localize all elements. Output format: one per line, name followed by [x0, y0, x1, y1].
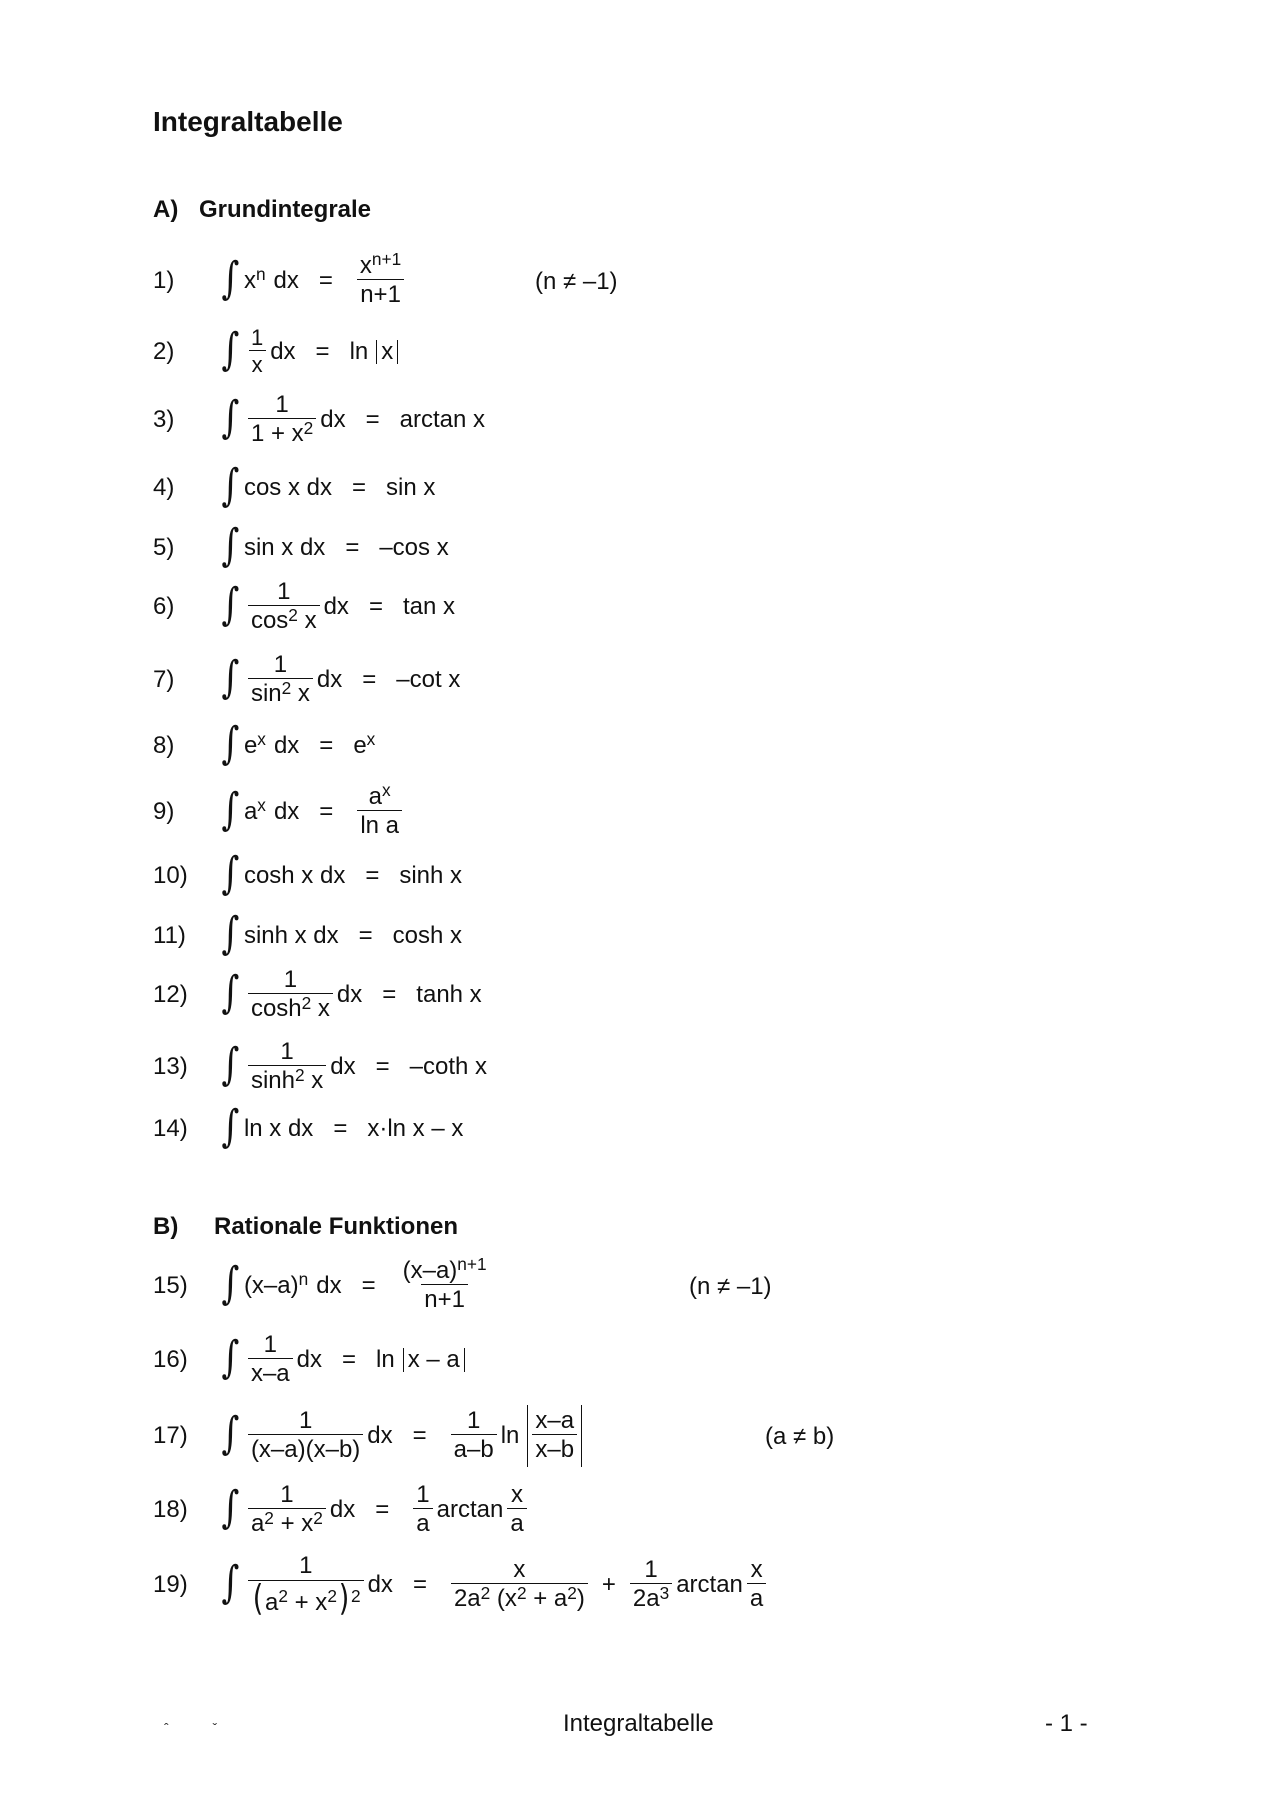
- equals-sign: =: [412, 1422, 427, 1449]
- integrand: cos x dx: [243, 474, 332, 501]
- abs-value: x: [376, 340, 398, 364]
- equals-sign: =: [361, 1272, 376, 1299]
- equals-sign: =: [365, 406, 380, 433]
- result-ln: ln: [349, 338, 369, 365]
- section-title: Grundintegrale: [199, 196, 372, 223]
- formula-10: [153, 846, 462, 906]
- formula-8: [153, 716, 375, 776]
- differential: dx: [316, 666, 343, 693]
- differential: dx: [273, 732, 300, 759]
- differential: dx: [330, 1053, 356, 1080]
- integrand-fraction: $\frac{1}{\sinh^2 x}$: [248, 1038, 326, 1097]
- formula-number: 17): [153, 1422, 188, 1449]
- result-arctan: arctan: [436, 1496, 504, 1523]
- formula-13: [153, 1037, 487, 1097]
- formula-17: [153, 1406, 582, 1466]
- result-factor: $\frac{1}{a}$: [413, 1481, 432, 1540]
- formula-number: 6): [153, 593, 175, 620]
- result-fraction: $\frac{x}{2a^2 (x^2 + a^2)}$: [451, 1556, 588, 1615]
- formula-number: 14): [153, 1115, 188, 1142]
- equals-sign: =: [351, 474, 366, 501]
- formula-number: 5): [153, 534, 175, 561]
- footer-marks: ˆ ˇ: [164, 1720, 238, 1736]
- integral-sign: ∫: [221, 324, 240, 375]
- formula-number: 13): [153, 1053, 188, 1080]
- result-argument: $\frac{x}{a}$: [747, 1556, 766, 1615]
- formula-number: 16): [153, 1346, 188, 1373]
- formula-number: 7): [153, 666, 175, 693]
- formula-19: [153, 1552, 770, 1619]
- abs-value: $\frac{x-a}{x-b}$: [527, 1405, 582, 1468]
- formula-2: [153, 322, 398, 382]
- integrand: sinh x dx: [243, 922, 339, 949]
- formula-5: [153, 518, 449, 578]
- result: –cos x: [379, 534, 449, 561]
- integrand: $(x-a)^n$: [243, 1269, 309, 1299]
- equals-sign: =: [333, 1115, 348, 1142]
- result-fraction: $\frac{x^{n+1}}{n+1}$: [357, 252, 404, 311]
- result-ln: ln: [376, 1346, 395, 1373]
- formula-number: 2): [153, 338, 175, 365]
- integrand: sin x dx: [243, 534, 326, 561]
- formula-4: [153, 458, 435, 518]
- integrand-fraction: $\frac{1}{(a^2 + x^2) ^2}$: [248, 1552, 364, 1618]
- condition: (n ≠ –1): [535, 268, 618, 295]
- result-factor: $\frac{1}{2a^3}$: [630, 1556, 672, 1615]
- formula-3: [153, 390, 485, 450]
- condition: (n ≠ –1): [689, 1273, 772, 1300]
- condition: (a ≠ b): [765, 1423, 835, 1450]
- result: tanh x: [416, 981, 482, 1008]
- integral-sign: ∫: [221, 718, 240, 769]
- section-heading-b: [153, 1213, 458, 1241]
- differential: dx: [367, 1422, 393, 1449]
- section-label: B): [153, 1213, 179, 1240]
- integral-sign: ∫: [221, 1408, 240, 1459]
- integral-sign: ∫: [221, 1101, 240, 1152]
- integral-sign: ∫: [221, 784, 240, 835]
- equals-sign: =: [375, 1053, 390, 1080]
- integral-sign: ∫: [221, 1557, 240, 1608]
- differential: dx: [316, 1272, 342, 1299]
- differential: dx: [296, 1346, 322, 1373]
- equals-sign: =: [318, 267, 333, 294]
- integral-sign: ∫: [221, 1332, 240, 1383]
- page-number: - 1 -: [1045, 1710, 1088, 1737]
- formula-11: [153, 906, 462, 966]
- result: arctan x: [399, 406, 485, 433]
- differential: dx: [329, 1496, 356, 1523]
- result-arctan: arctan: [676, 1571, 743, 1598]
- equals-sign: =: [365, 862, 380, 889]
- integrand: $a^x$: [243, 795, 266, 825]
- differential: dx: [336, 981, 363, 1008]
- result-ln: ln: [500, 1422, 520, 1449]
- result: cosh x: [392, 922, 463, 949]
- plus-sign: +: [601, 1571, 616, 1598]
- integrand: $e^x$: [243, 729, 266, 759]
- formula-14: [153, 1099, 463, 1159]
- integrand-fraction: $\frac{1}{(x-a)(x-b)}$: [248, 1407, 363, 1466]
- integral-sign: ∫: [221, 520, 240, 571]
- formula-number: 9): [153, 798, 175, 825]
- result-fraction: $\frac{(x-a)^{n+1}}{n+1}$: [402, 1253, 487, 1314]
- result-argument: $\frac{x}{a}$: [507, 1481, 526, 1540]
- differential: dx: [270, 338, 296, 365]
- equals-sign: =: [358, 922, 373, 949]
- result-factor: $\frac{1}{a-b}$: [451, 1407, 497, 1466]
- formula-12: [153, 965, 482, 1025]
- equals-sign: =: [342, 1346, 357, 1373]
- result: x·ln x – x: [367, 1115, 464, 1142]
- formula-9: [153, 779, 406, 842]
- abs-value: x – a: [403, 1348, 465, 1372]
- formula-number: 11): [153, 922, 186, 949]
- footer-title: Integraltabelle: [563, 1710, 714, 1737]
- integrand: cosh x dx: [243, 862, 346, 889]
- integrand-fraction: $\frac{1}{x-a}$: [248, 1331, 293, 1390]
- equals-sign: =: [345, 534, 360, 561]
- integral-sign: ∫: [221, 1039, 240, 1090]
- equals-sign: =: [375, 1496, 390, 1523]
- formula-number: 3): [153, 406, 175, 433]
- integral-sign: ∫: [221, 1258, 240, 1309]
- equals-sign: =: [368, 593, 383, 620]
- formula-number: 12): [153, 981, 188, 1008]
- formula-number: 4): [153, 474, 175, 501]
- differential: dx: [367, 1571, 393, 1598]
- formula-number: 10): [153, 862, 188, 889]
- result-denominator: ln a: [357, 810, 402, 841]
- formula-7: [153, 650, 460, 710]
- formula-number: 15): [153, 1272, 188, 1299]
- result: sinh x: [399, 862, 463, 889]
- result: –cot x: [396, 666, 461, 693]
- result: $e^x$: [353, 729, 376, 759]
- formula-number: 18): [153, 1496, 188, 1523]
- result-fraction: $\frac{a^x}{\text{ln a}}$: [357, 783, 402, 842]
- integral-sign: ∫: [221, 908, 240, 959]
- integrand-fraction: $\frac{1}{1 + x^2}$: [248, 391, 316, 450]
- differential: dx: [273, 267, 299, 294]
- formula-6: [153, 577, 455, 637]
- equals-sign: =: [412, 1571, 427, 1598]
- formula-number: 19): [153, 1571, 188, 1598]
- integrand-fraction: $\frac{1}{x}$: [248, 325, 266, 379]
- result: sin x: [385, 474, 436, 501]
- integral-sign: ∫: [221, 1482, 240, 1533]
- integrand: $x^n$: [243, 264, 266, 294]
- section-title: Rationale Funktionen: [214, 1213, 459, 1240]
- integrand-fraction: $\frac{1}{\cosh^2 x}$: [248, 966, 333, 1025]
- page-title: Integraltabelle: [153, 106, 343, 137]
- differential: dx: [323, 593, 349, 620]
- equals-sign: =: [382, 981, 397, 1008]
- integrand-fraction: $\frac{1}{a^2 + x^2}$: [248, 1481, 326, 1540]
- formula-1: [153, 248, 408, 311]
- equals-sign: =: [319, 732, 334, 759]
- section-label: A): [153, 196, 179, 223]
- integral-sign: ∫: [221, 579, 240, 630]
- formula-18: [153, 1480, 531, 1540]
- equals-sign: =: [319, 798, 334, 825]
- differential: dx: [273, 798, 300, 825]
- section-heading-a: [153, 196, 371, 224]
- integrand-fraction: $\frac{1}{\sin^2 x}$: [248, 651, 313, 710]
- integrand-fraction: $\frac{1}{\cos^2 x}$: [248, 578, 320, 637]
- integral-sign: ∫: [221, 392, 240, 443]
- equals-sign: =: [315, 338, 330, 365]
- integrand: ln x dx: [243, 1115, 314, 1142]
- formula-number: 1): [153, 267, 175, 294]
- formula-number: 8): [153, 732, 175, 759]
- differential: dx: [320, 406, 346, 433]
- equals-sign: =: [362, 666, 377, 693]
- integral-sign: ∫: [221, 652, 240, 703]
- integral-sign: ∫: [221, 460, 240, 511]
- integral-sign: ∫: [221, 253, 240, 304]
- integral-sign: ∫: [221, 848, 240, 899]
- integral-sign: ∫: [221, 967, 240, 1018]
- result: –coth x: [409, 1053, 488, 1080]
- formula-15: [153, 1253, 494, 1316]
- formula-16: [153, 1330, 465, 1390]
- result: tan x: [402, 593, 455, 620]
